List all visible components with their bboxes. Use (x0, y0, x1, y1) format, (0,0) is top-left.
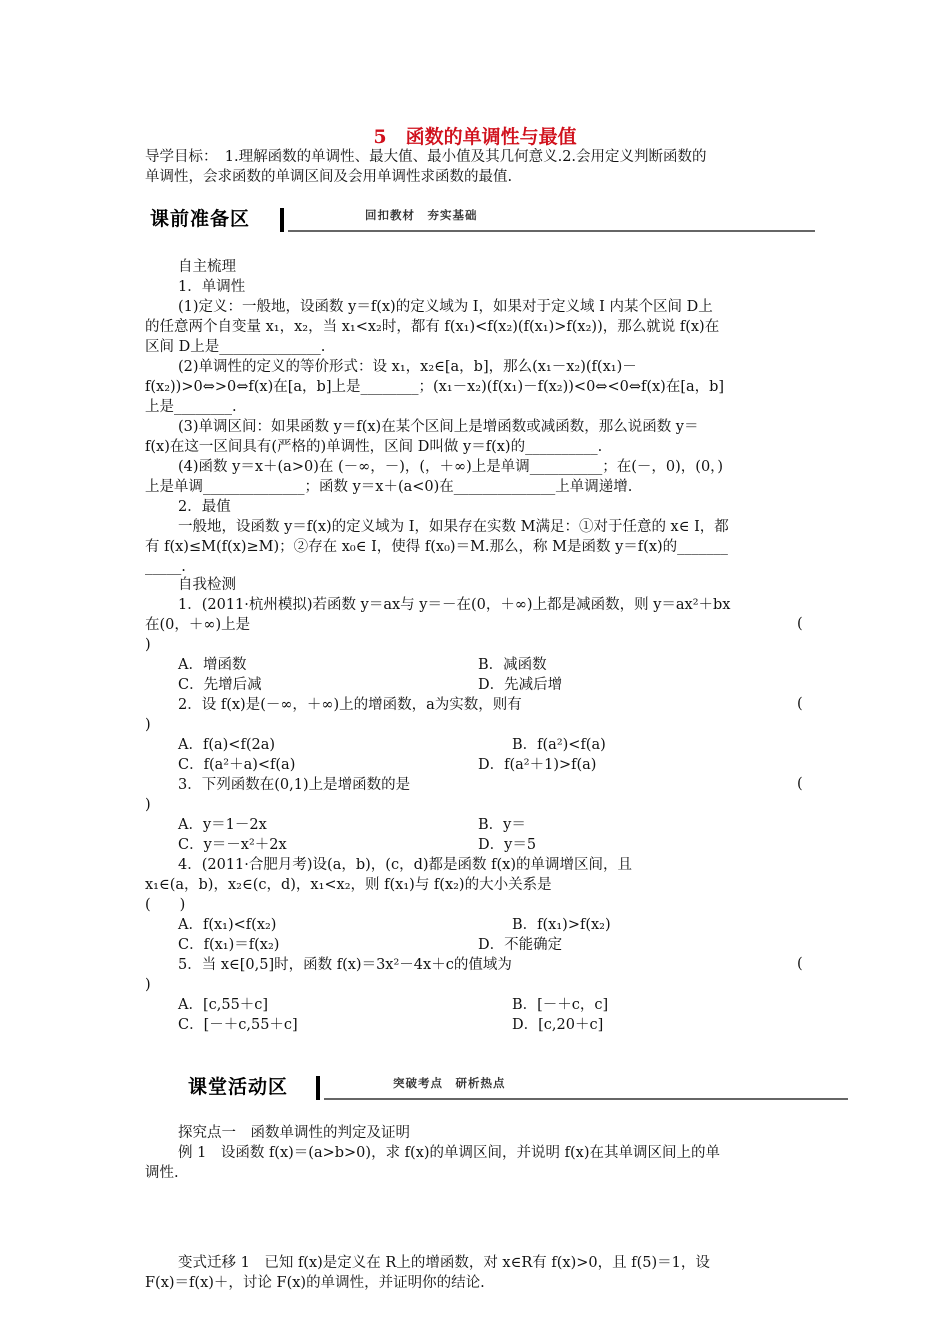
text-line: _____. (145, 559, 186, 575)
objectives-line: 导学目标： 1.理解函数的单调性、最大值、最小值及其几何意义.2.会用定义判断函数的 (145, 149, 707, 165)
answer-paren: ( (797, 696, 803, 712)
option-d: D．[c,20＋c] (512, 1017, 604, 1033)
text-line: 区间 D上是______________. (145, 339, 326, 355)
option-a: A．y＝1－2x (178, 817, 267, 833)
text-line: f(x₂))>0⇔>0⇔f(x)在[a，b]上是________；(x₁－x₂)(f(x₁)－f(x₂))<0⇔<0⇔f(x)在[a，b] (145, 379, 725, 395)
option-c: C．[－＋c,55＋c] (178, 1017, 298, 1033)
answer-paren: ) (145, 717, 151, 733)
text-line: 上是________. (145, 399, 237, 415)
option-a: A．f(x₁)<f(x₂) (178, 917, 277, 933)
objectives-line: 单调性，会求函数的单调区间及会用单调性求函数的最值. (145, 169, 513, 185)
answer-paren: ) (145, 797, 151, 813)
option-c: C．f(x₁)＝f(x₂) (178, 937, 280, 953)
option-a: A．[c,55＋c] (178, 997, 269, 1013)
banner-divider (280, 208, 284, 232)
text-line: (3)单调区间：如果函数 y＝f(x)在某个区间上是增函数或减函数，那么说函数 y＝ (178, 419, 699, 435)
page-title: 5 函数的单调性与最值 (373, 126, 577, 148)
answer-paren: ( ) (145, 897, 186, 913)
section-heading: 自主梳理 (178, 259, 236, 275)
text-line: 上是单调______________；函数 y＝x＋(a<0)在______________上单调递增. (145, 479, 633, 495)
option-b: B．f(x₁)>f(x₂) (512, 917, 611, 933)
text-line: (2)单调性的定义的等价形式：设 x₁，x₂∈[a，b]，那么(x₁－x₂)(f(x₁)－ (178, 359, 637, 375)
text-line: (1)定义：一般地，设函数 y＝f(x)的定义域为 I，如果对于定义域 I 内某个区间 D上 (178, 299, 713, 315)
question-stem: 在(0，＋∞)上是 (145, 617, 251, 633)
question-stem: 3．下列函数在(0,1)上是增函数的是 (178, 777, 411, 793)
banner-subtitle: 突破考点 研析热点 (393, 1076, 506, 1090)
banner-subtitle: 回扣教材 夯实基础 (365, 208, 478, 222)
option-a: A．增函数 (178, 657, 247, 673)
option-c: C．f(a²＋a)<f(a) (178, 757, 296, 773)
answer-paren: ( (797, 616, 803, 632)
question-stem: 1．(2011·杭州模拟)若函数 y＝ax与 y＝－在(0，＋∞)上都是减函数，则 y＝ax²＋bx (178, 597, 731, 613)
subheading: 2．最值 (178, 499, 231, 515)
variant-line: F(x)＝f(x)＋，讨论 F(x)的单调性，并证明你的结论. (145, 1275, 485, 1291)
text-line: (4)函数 y＝x＋(a>0)在 (－∞，－)，(，＋∞)上是单调__________；在(－，0)，(0，) (178, 459, 724, 475)
option-b: B．减函数 (478, 657, 547, 673)
banner-label: 课堂活动区 (188, 1076, 289, 1098)
banner-label: 课前准备区 (150, 208, 251, 230)
option-b: B．[－＋c，c] (512, 997, 609, 1013)
text-line: 有 f(x)≤M(f(x)≥M)；②存在 x₀∈ I，使得 f(x₀)＝M.那么，称 M是函数 y＝f(x)的_______ (145, 539, 728, 555)
text-line: 一般地，设函数 y＝f(x)的定义域为 I，如果存在实数 M满足：①对于任意的 x∈ I，都 (178, 519, 729, 535)
section-heading: 探究点一 函数单调性的判定及证明 (178, 1125, 410, 1141)
option-b: B．f(a²)<f(a) (512, 737, 606, 753)
banner-rule (324, 1098, 848, 1100)
section-heading: 自我检测 (178, 577, 236, 593)
option-b: B．y＝ (478, 817, 526, 833)
example-line: 调性. (145, 1165, 179, 1181)
option-a: A．f(a)<f(2a) (178, 737, 275, 753)
option-d: D．先减后增 (478, 677, 563, 693)
question-stem: 5．当 x∈[0,5]时，函数 f(x)＝3x²－4x＋c的值域为 (178, 957, 512, 973)
option-d: D．不能确定 (478, 937, 563, 953)
banner-divider (316, 1076, 320, 1100)
section-banner-activity (188, 1072, 848, 1102)
answer-paren: ( (797, 956, 803, 972)
question-stem: x₁∈(a，b)，x₂∈(c，d)，x₁<x₂，则 f(x₁)与 f(x₂)的大小关系是 (145, 877, 552, 893)
section-banner-prep (150, 204, 815, 234)
text-line: 的任意两个自变量 x₁，x₂，当 x₁<x₂时，都有 f(x₁)<f(x₂)(f(x₁)>f(x₂))，那么就说 f(x)在 (145, 319, 720, 335)
option-d: D．f(a²＋1)>f(a) (478, 757, 597, 773)
option-c: C．y＝－x²＋2x (178, 837, 287, 853)
example-line: 例 1 设函数 f(x)＝(a>b>0)，求 f(x)的单调区间，并说明 f(x)在其单调区间上的单 (178, 1145, 720, 1161)
answer-paren: ( (797, 776, 803, 792)
option-c: C．先增后减 (178, 677, 262, 693)
variant-line: 变式迁移 1 已知 f(x)是定义在 R上的增函数，对 x∈R有 f(x)>0，且 f(5)＝1，设 (178, 1255, 710, 1271)
question-stem: 4．(2011·合肥月考)设(a，b)，(c，d)都是函数 f(x)的单调增区间，且 (178, 857, 632, 873)
subheading: 1．单调性 (178, 279, 246, 295)
answer-paren: ) (145, 977, 151, 993)
banner-rule (288, 230, 815, 232)
answer-paren: ) (145, 637, 151, 653)
question-stem: 2．设 f(x)是(－∞，＋∞)上的增函数，a为实数，则有 (178, 697, 522, 713)
text-line: f(x)在这一区间具有(严格的)单调性，区间 D叫做 y＝f(x)的__________. (145, 439, 603, 455)
option-d: D．y＝5 (478, 837, 537, 853)
